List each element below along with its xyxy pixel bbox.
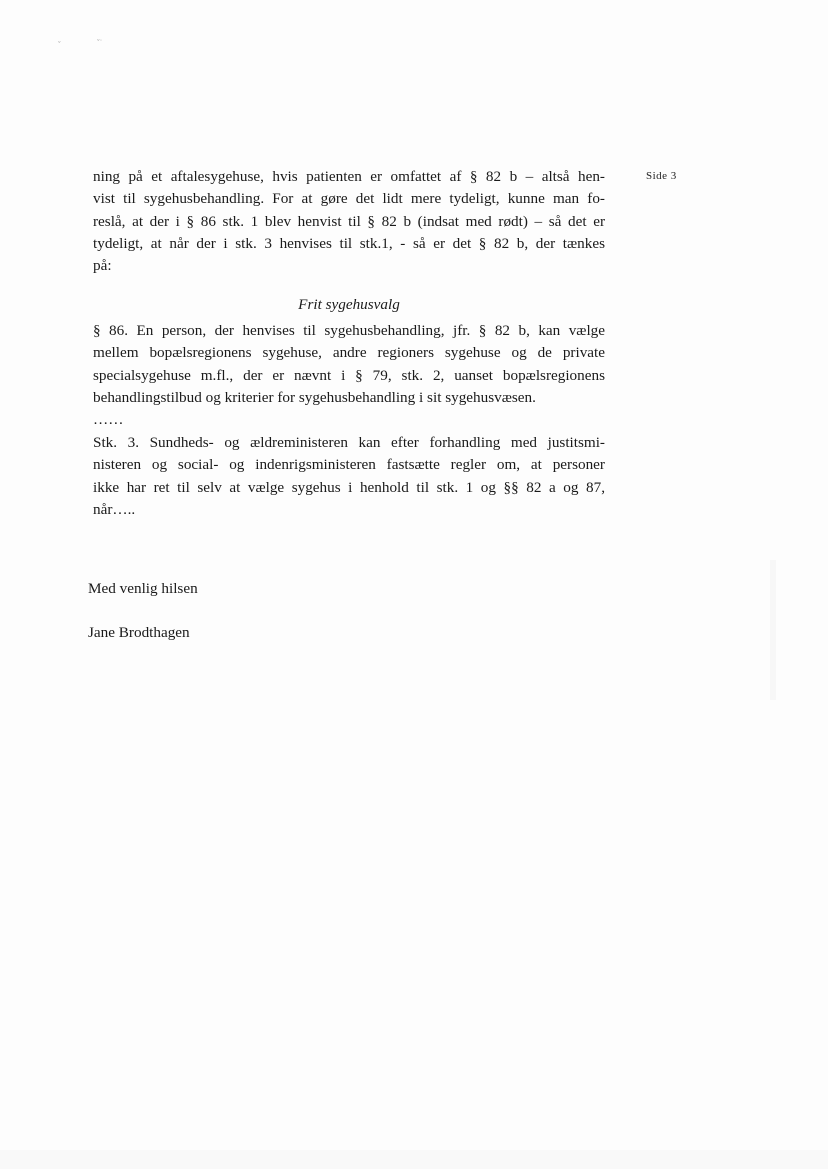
paragraph-line: på: bbox=[93, 257, 112, 275]
signature-name: Jane Brodthagen bbox=[88, 624, 190, 641]
scan-bottom-shadow bbox=[0, 1150, 828, 1169]
paragraph-line: tydeligt, at når der i stk. 3 henvises til stk.1, - så er det § 82 b, der tænkes bbox=[93, 234, 605, 252]
scan-edge-shadow bbox=[770, 560, 776, 700]
paragraph-line: specialsygehuse m.fl., der er nævnt i § 79, stk. 2, uanset bopælsregionens bbox=[93, 366, 605, 384]
paragraph-line: vist til sygehusbehandling. For at gøre det lidt mere tydeligt, kunne man fo- bbox=[93, 190, 605, 208]
closing-greeting: Med venlig hilsen bbox=[88, 580, 198, 597]
intro-paragraph bbox=[93, 166, 605, 277]
quoted-paragraph-stk3 bbox=[93, 432, 605, 521]
paragraph-line: nisteren og social- og indenrigsministeren fastsætte regler om, at personer bbox=[93, 456, 605, 474]
paragraph-line: Stk. 3. Sundheds- og ældreministeren kan efter forhandling med justitsmi- bbox=[93, 434, 605, 451]
paragraph-line: § 86. En person, der henvises til sygehusbehandling, jfr. § 82 b, kan vælge bbox=[93, 322, 605, 339]
paragraph-line: ning på et aftalesygehuse, hvis patienten er omfattet af § 82 b – altså hen- bbox=[93, 168, 605, 185]
quoted-paragraph-86 bbox=[93, 320, 605, 431]
paragraph-line: behandlingstilbud og kriterier for sygehusbehandling i sit sygehusvæsen. bbox=[93, 388, 536, 406]
ellipsis-marker: …… bbox=[93, 411, 124, 429]
paragraph-line: mellem bopælsregionens sygehuse, andre regioners sygehuse og de private bbox=[93, 344, 605, 362]
scan-artifact: ˇ˙ bbox=[97, 38, 103, 47]
page-number: Side 3 bbox=[646, 170, 677, 182]
paragraph-line: når….. bbox=[93, 500, 136, 518]
scan-artifact: ˇ bbox=[58, 40, 61, 49]
paragraph-line: reslå, at der i § 86 stk. 1 blev henvist til § 82 b (indsat med rødt) – så det er bbox=[93, 212, 605, 230]
section-heading: Frit sygehusvalg bbox=[298, 296, 400, 313]
paragraph-line: ikke har ret til selv at vælge sygehus i henhold til stk. 1 og §§ 82 a og 87, bbox=[93, 478, 605, 496]
